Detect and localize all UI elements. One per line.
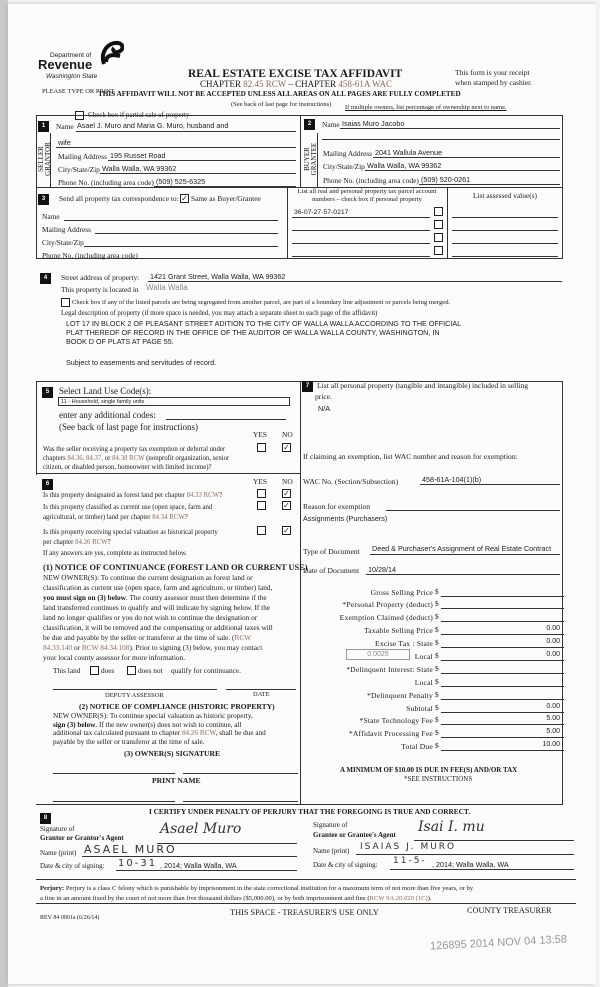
buyer-city-label: City/State/Zip	[323, 162, 365, 171]
receipt-note-2: when stamped by cashier.	[455, 78, 533, 87]
seller-city-field[interactable]: Walla Walla, WA 99362	[102, 164, 177, 173]
seller-phone-field[interactable]: (509) 525-6325	[156, 177, 206, 186]
personal-property-label: List all personal property (tangible and intangible) included in selling	[317, 381, 529, 390]
grantor-city-field: , 2014; Walla Walla, WA	[160, 861, 237, 870]
fee-label: Excise Tax : State	[375, 639, 433, 648]
personal-property-checkbox-1[interactable]	[434, 207, 443, 216]
seller-name-label: Name	[56, 122, 74, 131]
exemption-label: If claiming an exemption, list WAC number and reason for exemption:	[303, 452, 518, 461]
fee-line	[441, 673, 564, 674]
form-revision: REV 84 0001a (6/26/14)	[40, 915, 100, 921]
doc-date-label: Date of Document	[303, 566, 360, 575]
qualify-label: qualify for continuance.	[171, 666, 241, 675]
grantee-date-label: Date & city of signing:	[313, 861, 378, 869]
wac-label: WAC No. (Section/Subsection)	[303, 477, 399, 486]
street-address-field[interactable]: 1421 Grant Street, Walla Walla, WA 99362	[150, 272, 286, 281]
type-or-print: PLEASE TYPE OR PRINT	[42, 88, 115, 95]
currency-symbol: $	[435, 690, 439, 699]
owner-signature-field-1[interactable]	[53, 773, 175, 774]
section-1-number: 1	[38, 121, 49, 132]
buyer-mail-label: Mailing Address	[323, 149, 373, 158]
assessed-value-2[interactable]	[452, 230, 558, 231]
doc-type-label: Type of Document	[303, 547, 360, 556]
grantor-date-field[interactable]: 10-31	[118, 858, 158, 869]
legal-line-4: Subject to easements and servitudes of record.	[66, 358, 217, 367]
fee-label: Local	[414, 678, 433, 687]
print-name-field-1[interactable]	[53, 801, 175, 802]
corr-mail-field[interactable]	[95, 233, 278, 234]
grantor-date-label: Date & city of signing:	[40, 862, 105, 870]
street-address-label: Street address of property:	[61, 273, 140, 282]
section-5-number: 5	[42, 387, 53, 398]
fee-label: Local	[414, 652, 433, 661]
currency-symbol: $	[435, 703, 439, 712]
buyer-mail-field[interactable]: 2041 Wallula Avenue	[375, 148, 443, 157]
scan-edge	[0, 0, 8, 987]
currency-symbol: $	[435, 677, 439, 686]
deputy-assessor-label: DEPUTY ASSESSOR	[105, 692, 164, 699]
fee-label: *Affidavit Processing Fee	[348, 729, 433, 738]
wac-field[interactable]: 458-61A-104(1)(b)	[422, 475, 482, 484]
forest-land-question: Is this property designated as forest land per chapter 84.33 RCW?	[43, 492, 223, 499]
yes-header: YES	[253, 430, 267, 439]
yes-header: YES	[253, 477, 267, 486]
same-as-buyer-checkbox[interactable]: ✓	[181, 194, 188, 203]
assessor-date-label: DATE	[253, 691, 270, 698]
land-use-label: Select Land Use Code(s):	[59, 386, 152, 396]
notice-continuance-text: NEW OWNER(S): To continue the current designation as forest land or classification as current use (open space, farm and agriculture, or timber) land, you must sign on (3) below. The county assessor must then determine if the land transferred continues to qualify and will indicate by signing below. If the land no longer qualifies or you do not wish to continue the designation or classification, it will be removed and the compensating or additional taxes will be due and payable by the seller or transferor at the time of sale. (RCW 84.33.140 or RCW 84.34.108). Prior to signing (3) below, you may contact your local county assessor for more information.	[43, 573, 273, 662]
buyer-phone-field[interactable]: (509) 520-0261	[421, 175, 471, 184]
seller-phone-label: Phone No. (including area code)	[58, 178, 154, 187]
corr-city-field[interactable]	[84, 246, 278, 247]
logo-state-text: Washington State	[46, 73, 98, 80]
additional-codes-label: enter any additional codes:	[59, 410, 156, 420]
buyer-name-field[interactable]: Isaias Muro Jacobo	[342, 119, 405, 128]
logo-revenue-text: Revenue	[38, 57, 93, 72]
notice-compliance-text: NEW OWNER(S): To continue special valuation as historic property, sign (3) below. If the new owner(s) does not wish to continue, all additional tax calculated pursuant to chapter 84.26 RCW, shall be due and payable by the seller or transferor at the time of sale.	[53, 712, 266, 747]
currency-symbol: $	[435, 651, 439, 660]
reason-field[interactable]: Assignments (Purchasers)	[303, 514, 388, 523]
doc-type-field[interactable]: Deed & Purchaser's Assignment of Real Estate Contract	[372, 544, 552, 553]
print-name-label: PRINT NAME	[152, 776, 201, 785]
legal-description-label: Legal description of property (if more space is needed, you may attach a separate sheet to each page of the affidavit)	[61, 310, 378, 317]
assessed-value-header: List assessed value(s)	[472, 191, 538, 200]
parcel-number-2[interactable]	[292, 230, 430, 231]
section-4-number: 4	[40, 273, 51, 284]
additional-codes-field[interactable]	[166, 419, 286, 420]
notice-continuance-title: (1) NOTICE OF CONTINUANCE (FOREST LAND OR CURRENT USE)	[43, 563, 308, 572]
seller-name-field[interactable]: Asael J. Muro and Maria G. Muro, husband and	[77, 121, 229, 130]
does-not-qualify-checkbox[interactable]	[127, 666, 136, 675]
personal-property-field[interactable]: N/A	[318, 404, 330, 413]
logo-swirl-icon	[100, 40, 124, 66]
current-use-yes-checkbox[interactable]	[257, 501, 266, 510]
parcel-header-1: List all real and personal property tax parcel account	[297, 188, 437, 195]
section-7-number: 7	[302, 381, 313, 392]
land-use-select[interactable]: 11 - Household, single family units	[58, 397, 290, 406]
this-land-label: This land	[53, 666, 81, 675]
owner-signature-label: (3) OWNER(S) SIGNATURE	[124, 749, 221, 758]
local-rate-field[interactable]: 0.0025	[346, 649, 410, 660]
notice-compliance-title: (2) NOTICE OF COMPLIANCE (HISTORIC PROPERTY)	[79, 702, 275, 711]
corr-phone-label: Phone No. (including area code)	[42, 251, 138, 260]
assessed-value-3[interactable]	[452, 243, 558, 244]
fee-line	[441, 712, 564, 713]
exemption-no-checkbox[interactable]: ✓	[283, 443, 290, 452]
buyer-city-field[interactable]: Walla Walla, WA 99362	[367, 161, 442, 170]
historic-no-checkbox[interactable]: ✓	[283, 526, 290, 535]
historic-yes-checkbox[interactable]	[257, 526, 266, 535]
fee-value-field[interactable]: 5.00	[546, 715, 560, 722]
perjury-notice: Perjury: Perjury is a class C felony which is punishable by imprisonment in the state correctional institution for a maximum term of not more than five years, or by a fine in an amount fixed by the court of not more than five thousand dollars ($5,000.00), or by both imprisonment and fine (RCW 9A.20.020 (1C)).	[40, 885, 474, 902]
multiple-owners-note: If multiple owners, list percentage of ownership next to name.	[345, 104, 507, 111]
fee-value-field[interactable]: 0.00	[546, 625, 560, 632]
current-use-question: Is this property classified as current use (open space, farm and agricultural, or timber) land per chapter 84.34 RCW?	[43, 504, 213, 521]
exemption-yes-checkbox[interactable]	[257, 443, 266, 452]
grantor-agent-label: Grantor or Grantor's Agent	[40, 834, 124, 842]
fee-label: *Delinquent Interest: State	[346, 665, 433, 674]
currency-symbol: $	[435, 664, 439, 673]
fee-value-field[interactable]: 5.00	[546, 728, 560, 735]
assessor-date-field[interactable]	[226, 689, 296, 690]
personal-property-label-2: price.	[315, 392, 333, 401]
seller-name-field-2[interactable]: wife	[58, 138, 71, 147]
treasurer-use-label: THIS SPACE - TREASURER'S USE ONLY	[230, 908, 379, 917]
grantor-signature[interactable]: Asael Muro	[160, 821, 242, 837]
located-in-select[interactable]: Walla Walla	[146, 283, 188, 292]
section-2-number: 2	[304, 119, 315, 130]
corr-name-label: Name	[42, 212, 60, 221]
receipt-note-1: This form is your receipt	[455, 68, 530, 77]
personal-property-checkbox-2[interactable]	[434, 220, 443, 229]
no-header: NO	[282, 477, 293, 486]
corr-name-field[interactable]	[64, 220, 278, 221]
currency-symbol: $	[435, 638, 439, 647]
send-correspondence-label: Send all property tax correspondence to:	[59, 194, 179, 203]
does-label: does	[101, 666, 115, 675]
fee-line	[441, 699, 564, 700]
no-header: NO	[282, 430, 293, 439]
assessed-value-4[interactable]	[452, 256, 558, 257]
fee-value-field[interactable]: 0.00	[546, 638, 560, 645]
section-8-number: 8	[40, 813, 51, 824]
fee-line	[441, 634, 564, 635]
reason-label: Reason for exemption	[303, 502, 371, 511]
fee-label: Total Due	[401, 742, 433, 751]
seller-side-label: SELLER GRANTOR	[37, 142, 52, 176]
historic-question: Is this property receiving special valuation as historical property per chapter 84.26 RCW?	[43, 529, 218, 546]
grantee-date-field[interactable]: 11-5-	[393, 856, 427, 866]
current-use-no-checkbox[interactable]: ✓	[283, 501, 290, 510]
fee-line	[441, 724, 564, 725]
grantor-name-field[interactable]: ASAEL MURO	[84, 843, 177, 856]
county-treasurer-label: COUNTY TREASURER	[467, 906, 552, 915]
owner-signature-field-2[interactable]	[183, 773, 298, 774]
seller-mail-field[interactable]: 195 Russet Road	[110, 151, 166, 160]
currency-symbol: $	[435, 625, 439, 634]
parcel-number-3[interactable]	[292, 243, 430, 244]
exemption-question: Was the seller receiving a property tax exemption or deferral under chapters 84.36, 84.37, or 84.38 RCW (nonprofit organization, senior citizen, or disabled person, homeowner with limited income)?	[43, 446, 230, 471]
fee-value-field[interactable]: 10.00	[542, 741, 560, 748]
grantee-signature[interactable]: Isai I. mu	[418, 819, 485, 835]
fee-line	[441, 750, 564, 751]
fee-label: Subtotal	[406, 704, 433, 713]
personal-property-checkbox-3[interactable]	[434, 233, 443, 242]
if-any-yes-note: If any answers are yes, complete as instructed below.	[43, 550, 188, 557]
seller-mail-label: Mailing Address	[58, 152, 108, 161]
parcel-number-1[interactable]: 36-07-27-57-0217	[294, 209, 349, 216]
grantor-name-label: Name (print)	[40, 849, 77, 857]
fee-line	[441, 647, 564, 648]
does-not-label: does not	[138, 666, 163, 675]
forest-no-checkbox[interactable]: ✓	[283, 489, 290, 498]
treasurer-stamp: 126895 2014 NOV 04 13:58	[429, 933, 568, 953]
see-back-label: (See back of last page for instructions)	[59, 422, 198, 432]
segregated-label: Check box if any of the listed parcels are being segregated from another parcel, are part of a boundary line adjustment or parcels being merged.	[72, 299, 451, 306]
parcel-number-4[interactable]	[292, 256, 430, 257]
section-3-number: 3	[38, 194, 49, 205]
fee-line	[441, 660, 564, 661]
certify-statement: I CERTIFY UNDER PENALTY OF PERJURY THAT THE FOREGOING IS TRUE AND CORRECT.	[149, 807, 471, 816]
legal-line-2: PLAT THEREOF OF RECORD IN THE OFFICE OF THE AUDITOR OF WALLA WALLA COUNTY, WASHINGTON, IN	[66, 328, 440, 337]
fee-line	[441, 737, 564, 738]
print-name-field-2[interactable]	[183, 801, 298, 802]
currency-symbol: $	[435, 599, 439, 608]
acceptance-warning: THIS AFFIDAVIT WILL NOT BE ACCEPTED UNLESS ALL AREAS ON ALL PAGES ARE FULLY COMPLETED	[98, 90, 461, 98]
fee-value-field[interactable]: 0.00	[546, 651, 560, 658]
doc-date-field[interactable]: 10/28/14	[368, 565, 396, 574]
parcel-header-2: numbers – check box if personal property	[312, 196, 422, 203]
forest-yes-checkbox[interactable]	[257, 489, 266, 498]
assessed-value-1[interactable]	[452, 217, 558, 218]
fee-line	[441, 686, 564, 687]
buyer-phone-label: Phone No. (including area code)	[323, 176, 419, 185]
currency-symbol: $	[435, 728, 439, 737]
buyer-side-label: BUYER GRANTEE	[303, 142, 318, 176]
grantee-name-field[interactable]: ISAIAS J. MURO	[360, 842, 457, 852]
deputy-assessor-signature[interactable]	[53, 689, 217, 690]
see-back-note: (See back of last page for instructions)	[231, 101, 332, 108]
fee-label: Taxable Selling Price	[363, 626, 433, 635]
personal-property-checkbox-4[interactable]	[434, 246, 443, 255]
currency-symbol: $	[435, 741, 439, 750]
grantee-agent-label: Grantee or Grantee's Agent	[313, 831, 396, 839]
partial-sale-label: Check box if partial sale of property	[88, 111, 190, 119]
fee-line	[441, 608, 564, 609]
does-qualify-checkbox[interactable]	[90, 666, 99, 675]
grantee-city-field: , 2014; Walla Walla, WA	[432, 860, 509, 869]
seller-city-label: City/State/Zip	[58, 165, 100, 174]
form-title: REAL ESTATE EXCISE TAX AFFIDAVIT	[188, 68, 403, 80]
corr-mail-label: Mailing Address	[42, 225, 92, 234]
segregated-checkbox[interactable]	[61, 298, 70, 307]
currency-symbol: $	[435, 715, 439, 724]
fee-label: *State Technology Fee	[359, 716, 433, 725]
logo-dept-text: Department of	[50, 52, 92, 59]
located-in-label: This property is located in	[61, 285, 139, 294]
fee-label: *Delinquent Penalty	[366, 691, 433, 700]
buyer-name-label: Name	[322, 120, 340, 129]
minimum-due-note: A MINIMUM OF $10.00 IS DUE IN FEE(S) AND/OR TAX	[340, 766, 518, 774]
fee-line	[441, 621, 564, 622]
legal-line-3: BOOK D OF PLATS AT PAGE 55.	[66, 337, 174, 346]
currency-symbol: $	[435, 587, 439, 596]
grantee-sig-of: Signature of	[313, 821, 348, 829]
fee-value-field[interactable]: 0.00	[546, 703, 560, 710]
fee-label: *Personal Property (deduct)	[342, 600, 433, 609]
chapter-line: CHAPTER 82.45 RCW – CHAPTER 458-61A WAC	[200, 79, 392, 89]
currency-symbol: $	[435, 612, 439, 621]
section-6-number: 6	[42, 479, 53, 490]
same-as-buyer-label: Same as Buyer/Grantee	[191, 194, 261, 203]
grantee-name-label: Name (print)	[313, 847, 350, 855]
fee-line	[441, 596, 564, 597]
corr-city-label: City/State/Zip	[42, 238, 84, 247]
corr-phone-field[interactable]	[140, 258, 278, 259]
see-instructions-note: *SEE INSTRUCTIONS	[404, 775, 473, 783]
legal-line-1: LOT 17 IN BLOCK 2 OF PLEASANT STREET ADITION TO THE CITY OF WALLA WALLA ACCORDING TO THE OFFICIAL	[66, 319, 462, 328]
grantor-sig-of: Signature of	[40, 825, 75, 833]
fee-label: Gross Selling Price	[370, 588, 433, 597]
fee-label: Exemption Claimed (deduct)	[339, 613, 433, 622]
